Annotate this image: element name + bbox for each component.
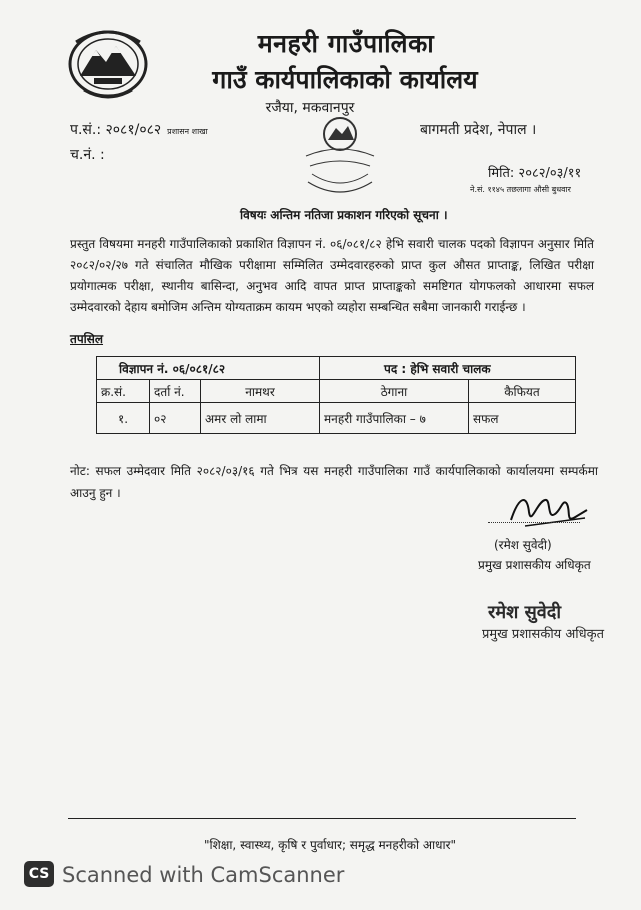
name-stamp: रमेश सुवेदी [488,602,562,623]
footer-motto: "शिक्षा, स्वास्थ्य, कृषि र पुर्वाधार; समृद्ध मनहरीको आधार" [203,838,457,852]
notice-body: प्रस्तुत विषयमा मनहरी गाउँपालिकाको प्रकाशित विज्ञापन नं. ०६/०८१/८२ हेभि सवारी चालक पदको विज्ञापन अनुसार मिति २०८२/०२/२७ गते संचालित मौखिक परीक्षामा सम्मिलित उम्मेदवारहरुको प्राप्त कुल औसत प्राप्ताङ्क, लिखित परीक्षा प्रयोगात्मक परीक्षा, स्थानीय बासिन्दा, अनुभव आदि वापत प्राप्त प्राप्ताङ्कको समष्टिगत योगफलको आधारमा सफल उम्मेदवारको देहाय बमोजिम अन्तिम योग्यताक्रम कायम भएको व्यहोरा सम्बन्धित सबैमा जानकारी गराईन्छ । [70,237,594,314]
signature-line [488,522,580,523]
footer-divider [68,818,576,819]
signatory-name: (रमेश सुवेदी) [494,538,552,552]
letter-date: मिति: २०८२/०३/११ [488,166,582,181]
column-header-registration: दर्ता नं. [150,380,201,403]
notice-subject: विषयः अन्तिम नतिजा प्रकाशन गरिएको सूचना । [240,208,448,222]
reference-number [70,120,208,139]
results-table [96,356,576,434]
cell-address: मनहरी गाउँपालिका – ७ [320,403,469,434]
reference-section: प्रशासन शाखा [167,127,208,136]
column-header-name: नामथर [201,380,320,403]
cell-name: अमर लो लामा [201,403,320,434]
office-seal-icon [298,112,382,204]
office-subtitle: गाउँ कार्यपालिकाको कार्यालय [212,65,478,94]
notice-note: नोट: सफल उम्मेदवार मिति २०८२/०३/१६ गते भित्र यस मनहरी गाउँपालिका गाउँ कार्यपालिकाको कार्यालयमा सम्पर्कमा आउनु हुन । [70,464,598,500]
cell-serial: १. [97,403,150,434]
nepal-emblem-icon [66,24,150,100]
column-header-remarks: कैफियत [469,380,576,403]
cell-registration: ०२ [150,403,201,434]
post-name: पद : हेभि सवारी चालक [320,357,576,380]
details-heading: तपसिल [70,332,104,346]
province-label: बागमती प्रदेश, नेपाल । [420,122,537,138]
results-table-caption-row [97,357,576,380]
column-header-address: ठेगाना [320,380,469,403]
title-stamp: प्रमुख प्रशासकीय अधिकृत [482,627,605,642]
reference-number-value: प.सं.: २०८१/०८२ [70,122,162,138]
office-address: रजैया, मकवानपुर [265,100,355,116]
nepal-sambat-date: ने.सं. ११४५ तछलागा औसी बुधवार [470,185,571,194]
signature-icon [505,490,589,534]
dispatch-number: च.नं. : [70,147,105,163]
cell-remarks: सफल [469,403,576,434]
scanner-watermark: Scanned with CamScanner [62,863,345,887]
signatory-title: प्रमुख प्रशासकीय अधिकृत [478,558,591,572]
column-header-serial: क्र.सं. [97,380,150,403]
advert-number: विज्ञापन नं. ०६/०८१/८२ [97,357,320,380]
office-title: मनहरी गाउँपालिका [257,29,435,58]
results-table-header [97,380,576,403]
camscanner-logo-icon: CS [24,861,54,887]
table-row [97,403,576,434]
